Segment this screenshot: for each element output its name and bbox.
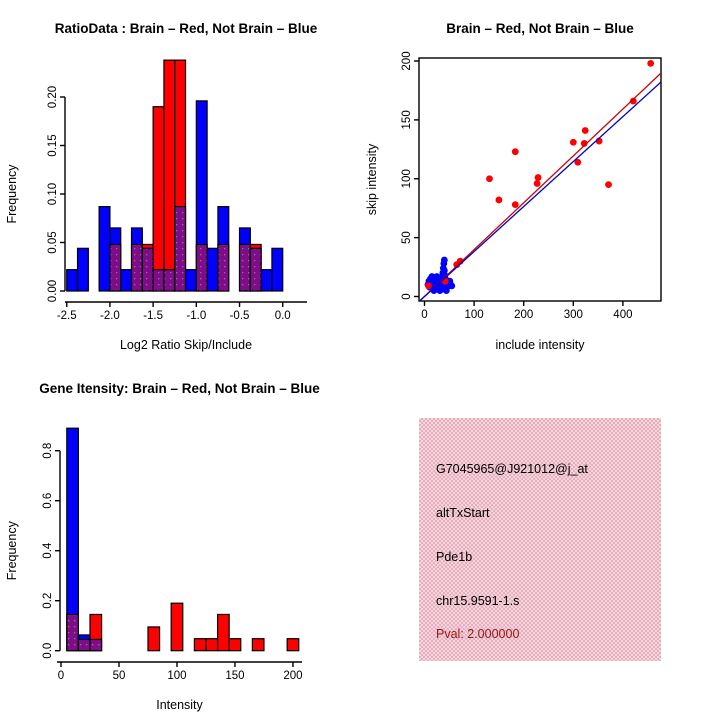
data-point-red xyxy=(570,139,577,146)
data-point-red xyxy=(486,175,493,182)
x-tick-label: 0 xyxy=(421,309,428,321)
hist-bar-red xyxy=(148,627,160,651)
x-tick-label: -1.0 xyxy=(186,310,207,322)
y-tick-label: 0.00 xyxy=(47,279,59,303)
gene-info-box xyxy=(419,418,661,661)
y-tick-label: 0.4 xyxy=(42,542,54,559)
y-tick-label: 0.05 xyxy=(47,231,59,254)
y-tick-label: 0.2 xyxy=(42,592,54,609)
hist-bar-red xyxy=(194,639,206,651)
brain-points xyxy=(425,60,654,289)
hist-bar-red xyxy=(252,639,264,651)
hist-bar-red xyxy=(206,639,218,651)
x-axis-title: include intensity xyxy=(495,338,585,352)
data-point-red xyxy=(605,181,612,188)
hist-bar-overlap xyxy=(78,639,90,650)
panel-gene-info xyxy=(360,360,720,720)
hist-bar-blue xyxy=(261,270,272,291)
hist-bar-red xyxy=(164,60,175,291)
x-tick-label: 300 xyxy=(563,309,583,321)
hist-bar-overlap xyxy=(164,270,175,291)
y-tick-label: 0.8 xyxy=(42,442,54,459)
y-tick-label: 0.20 xyxy=(47,85,59,109)
hist-bar-overlap xyxy=(142,248,153,291)
x-tick-label: 0.0 xyxy=(274,310,291,322)
brain-fit-line xyxy=(419,73,661,302)
data-point-blue xyxy=(448,283,455,290)
x-tick-label: -2.0 xyxy=(100,310,120,322)
gene-name-text: Pde1b xyxy=(436,550,473,564)
hist-bar-red xyxy=(229,639,241,651)
data-point-red xyxy=(647,60,654,67)
hist-bar-overlap xyxy=(196,244,207,291)
intensity-scatter-chart xyxy=(360,0,720,360)
x-axis xyxy=(425,301,623,306)
y-tick-label: 0.10 xyxy=(47,182,59,206)
histogram-bars xyxy=(67,428,299,651)
y-axis-title: Frequency xyxy=(5,521,19,581)
y-tick-label: 0 xyxy=(401,293,413,300)
x-tick-label: 0 xyxy=(57,670,65,682)
hist-bar-overlap xyxy=(240,244,251,291)
hist-bar-overlap xyxy=(110,244,121,291)
y-tick-label: 0.15 xyxy=(47,134,59,157)
hist-bar-overlap xyxy=(67,614,79,650)
y-tick-label: 50 xyxy=(401,231,413,245)
x-tick-label: 100 xyxy=(167,670,187,682)
hist-bar-blue xyxy=(67,270,78,291)
x-tick-label: 100 xyxy=(464,309,484,321)
data-point-blue xyxy=(441,257,448,264)
panel-gene-intensity-histogram xyxy=(0,360,360,720)
hist-bar-overlap xyxy=(218,244,229,291)
data-point-red xyxy=(425,283,432,290)
chart-title: Brain – Red, Not Brain – Blue xyxy=(446,21,634,36)
x-axis xyxy=(65,302,307,307)
hist-bar-blue xyxy=(207,248,218,291)
chromosome-location-text: chr15.9591-1.s xyxy=(436,594,520,608)
y-tick-label: 0.0 xyxy=(42,642,54,659)
gene-intensity-histogram-chart xyxy=(0,360,360,720)
data-point-red xyxy=(512,201,519,208)
x-tick-label: 400 xyxy=(613,309,633,321)
y-tick-label: 0.6 xyxy=(42,492,54,509)
x-tick-label: -0.5 xyxy=(229,310,250,322)
x-axis-title: Intensity xyxy=(156,698,203,712)
data-point-red xyxy=(496,197,503,204)
hist-bar-red xyxy=(287,639,299,651)
hist-bar-overlap xyxy=(90,639,102,650)
data-point-red xyxy=(534,180,541,187)
hist-bar-red xyxy=(171,603,183,651)
y-tick-label: 100 xyxy=(401,169,413,189)
hist-bar-blue xyxy=(78,248,89,291)
hist-bar-blue xyxy=(272,248,283,291)
data-point-red xyxy=(582,127,589,134)
x-tick-label: -2.5 xyxy=(56,310,77,322)
data-point-red xyxy=(512,148,519,155)
y-axis-title: skip intensity xyxy=(365,143,379,216)
hist-bar-blue xyxy=(99,207,110,291)
chart-title: Gene Itensity: Brain – Red, Not Brain – Blue xyxy=(39,381,320,396)
histogram-bars xyxy=(67,60,283,291)
ratio-histogram-chart xyxy=(0,0,360,360)
x-tick-label: 50 xyxy=(112,670,126,682)
y-axis xyxy=(60,97,65,291)
y-tick-label: 200 xyxy=(401,51,413,71)
hist-bar-blue xyxy=(121,270,132,291)
fit-lines xyxy=(419,73,661,302)
x-axis-title: Log2 Ratio Skip/Include xyxy=(119,338,253,352)
data-point-blue xyxy=(434,273,441,280)
panel-ratio-histogram xyxy=(0,0,360,360)
chart-title: RatioData : Brain – Red, Not Brain – Blue xyxy=(54,21,318,36)
x-tick-label: 200 xyxy=(514,309,534,321)
y-axis xyxy=(414,61,419,297)
splice-event-type-text: altTxStart xyxy=(436,506,490,520)
x-tick-label: 150 xyxy=(225,670,245,682)
hist-bar-overlap xyxy=(153,270,164,291)
hist-bar-overlap xyxy=(132,244,143,291)
x-axis xyxy=(57,662,302,667)
hist-bar-red xyxy=(153,107,164,291)
data-point-red xyxy=(535,174,542,181)
y-axis xyxy=(55,451,60,651)
not-brain-fit-line xyxy=(419,82,661,302)
x-tick-label: -1.5 xyxy=(143,310,164,322)
hist-bar-red xyxy=(218,614,230,650)
x-tick-label: 200 xyxy=(283,670,303,682)
data-point-blue xyxy=(437,286,444,293)
hist-bar-blue xyxy=(186,270,197,291)
pval-text: Pval: 2.000000 xyxy=(436,627,520,641)
probe-id-text: G7045965@J921012@j_at xyxy=(436,462,588,476)
hist-bar-overlap xyxy=(175,207,186,291)
panel-intensity-scatter xyxy=(360,0,720,360)
hist-bar-overlap xyxy=(250,248,261,291)
y-axis-title: Frequency xyxy=(5,164,19,224)
y-tick-label: 150 xyxy=(401,110,413,130)
